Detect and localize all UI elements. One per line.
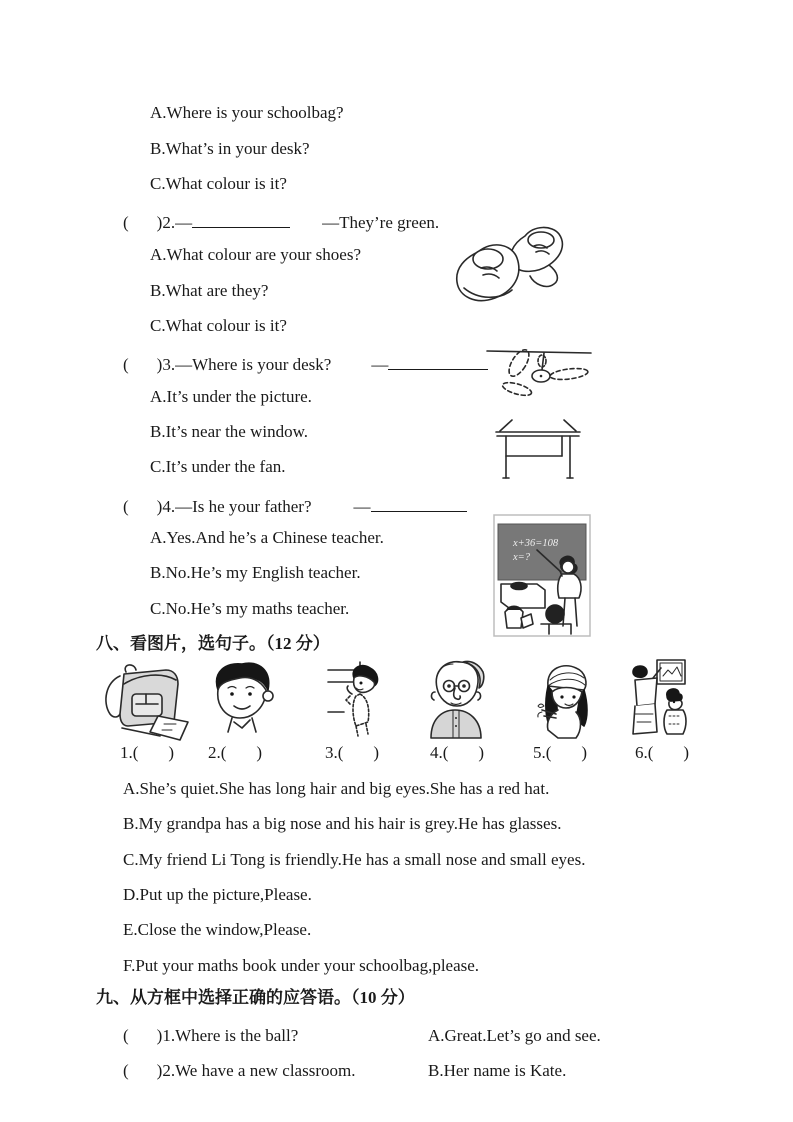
blackboard-equation: x+36=108 [513,538,559,549]
q1-option-c: C.What colour is it? [150,174,287,193]
desk-image [494,418,582,482]
q2-option-a: A.What colour are your shoes? [150,245,362,264]
s8-sentence-f: F.Put your maths book under your schoolbag,please. [123,956,480,975]
s8-slot-1: 1.( ) [120,743,175,762]
shoes-image [450,220,577,314]
put-up-picture-image [627,658,691,741]
s9-row2-answer: B.Her name is Kate. [428,1061,567,1080]
section8-title: 八、看图片，选句子。（12 分） [96,634,330,653]
s9-row2-question: ( )2.We have a new classroom. [123,1061,356,1080]
q2-row [123,209,439,233]
q2-option-c: C.What colour is it? [150,316,287,335]
q4-dash: — [353,496,371,516]
s8-sentence-d: D.Put up the picture,Please. [123,885,312,904]
s8-sentence-a: A.She’s quiet.She has long hair and big eyes.She has a red hat. [123,779,550,798]
q1-option-a: A.Where is your schoolbag? [150,103,344,122]
ceiling-fan-image [486,346,592,406]
s8-slot-5: 5.( ) [533,743,588,762]
grandpa-image [423,658,487,740]
q3-dash: — [371,354,389,374]
schoolbag-image [100,660,190,742]
q2-label: )2.— [156,212,193,232]
boy-face-image [210,660,274,734]
s8-sentence-c: C.My friend Li Tong is friendly.He has a small nose and small eyes. [123,850,586,869]
q4-option-a: A.Yes.And he’s a Chinese teacher. [150,528,384,547]
q3-answer-paren: ( [123,354,129,374]
q4-option-c: C.No.He’s my maths teacher. [150,599,350,618]
q3-option-c: C.It’s under the fan. [150,457,286,476]
boy-closing-window-image [326,660,386,739]
q1-option-b: B.What’s in your desk? [150,139,310,158]
q4-label: )4.—Is he your father? [156,496,312,516]
s8-slot-4: 4.( ) [430,743,485,762]
s9-row1-question: ( )1.Where is the ball? [123,1026,299,1045]
q2-response: —They’re green. [322,212,440,232]
s8-slot-3: 3.( ) [325,743,380,762]
q4-option-b: B.No.He’s my English teacher. [150,563,361,582]
s8-slot-2: 2.( ) [208,743,263,762]
girl-with-hat-image [536,660,594,741]
q2-option-b: B.What are they? [150,281,269,300]
q3-option-a: A.It’s under the picture. [150,387,312,406]
blackboard-question: x=? [513,552,530,563]
q2-blank-line [192,209,290,228]
q3-option-b: B.It’s near the window. [150,422,309,441]
q3-blank-line [388,351,488,370]
q2-answer-paren: ( [123,212,129,232]
q3-row [123,351,488,375]
q4-row [123,493,467,517]
section9-title: 九、从方框中选择正确的应答语。（10 分） [96,988,415,1007]
s9-row1-answer: A.Great.Let’s go and see. [428,1026,601,1045]
q3-label: )3.—Where is your desk? [156,354,332,374]
s8-sentence-e: E.Close the window,Please. [123,920,312,939]
q4-answer-paren: ( [123,496,129,516]
s8-sentence-b: B.My grandpa has a big nose and his hair is grey.He has glasses. [123,814,562,833]
classroom-image [493,514,591,637]
q4-blank-line [371,493,467,512]
s8-slot-6: 6.( ) [635,743,690,762]
